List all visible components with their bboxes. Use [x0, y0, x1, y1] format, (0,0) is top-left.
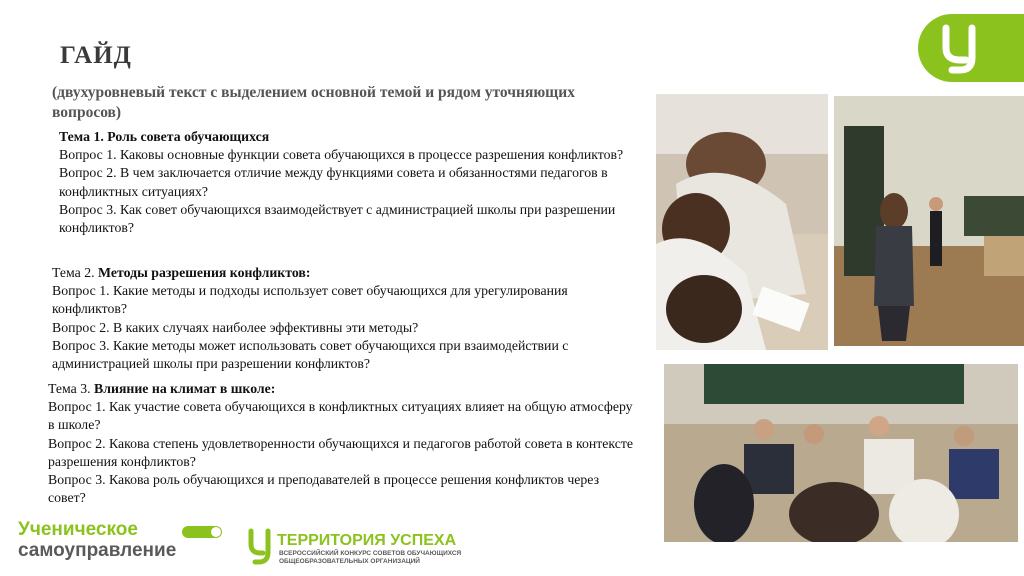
page-title: ГАЙД: [60, 42, 132, 69]
brand-line-2: самоуправление: [18, 540, 177, 561]
topic-heading: [52, 264, 632, 282]
toggle-pill-icon: [182, 526, 222, 538]
question: Вопрос 1. Как участие совета обучающихся в конфликтных ситуациях влияет на общую атмосферу в школе?: [48, 399, 633, 433]
topic-2: [52, 264, 632, 373]
topic-number: Тема 3.: [48, 381, 91, 396]
question: Вопрос 2. Какова степень удовлетворенности обучающихся и педагогов работой совета в контексте разрешения конфликтов?: [48, 435, 634, 469]
topic-number: Тема 2.: [52, 265, 95, 280]
logo-badge: [918, 14, 1024, 82]
brand-line-1: Ученическое: [18, 519, 138, 540]
topic-name: Методы разрешения конфликтов:: [98, 265, 311, 280]
page-subtitle: (двухуровневый текст с выделением основной темой и рядом уточняющих вопросов): [52, 84, 575, 121]
brand-tagline: [279, 550, 461, 565]
brand-student-government: [18, 520, 218, 562]
photo-students-writing: [656, 94, 828, 350]
question: Вопрос 2. В чем заключается отличие между функциями совета и обязанностями педагогов в конфликтных ситуациях?: [59, 165, 608, 199]
u-logo-icon: [940, 24, 984, 74]
topic-heading: [59, 128, 649, 146]
topic-name: Роль совета обучающихся: [107, 129, 270, 144]
brand-name: ТЕРРИТОРИЯ УСПЕХА: [277, 532, 457, 549]
photo-classroom-speaker: [834, 96, 1024, 346]
photo-group-discussion: [664, 364, 1018, 542]
brand-tagline-line-2: ОБЩЕОБРАЗОВАТЕЛЬНЫХ ОРГАНИЗАЦИЙ: [279, 557, 420, 565]
question: Вопрос 2. В каких случаях наиболее эффективны эти методы?: [52, 319, 419, 335]
brand-tagline-line-1: ВСЕРОССИЙСКИЙ КОНКУРС СОВЕТОВ ОБУЧАЮЩИХСЯ: [279, 550, 462, 557]
topic-3: [48, 380, 638, 507]
topic-number: Тема 1.: [59, 129, 104, 144]
u-logo-icon: [247, 528, 273, 566]
question: Вопрос 1. Какие методы и подходы использует совет обучающихся для урегулирования конфликтов?: [52, 283, 568, 317]
topic-1: [59, 128, 649, 237]
question: Вопрос 1. Каковы основные функции совета обучающихся в процессе разрешения конфликтов?: [59, 147, 624, 163]
question: Вопрос 3. Какие методы может использовать совет обучающихся при взаимодействии с администрацией школы при разрешении конфликтов?: [52, 337, 569, 372]
question: Вопрос 3. Какова роль обучающихся и преподавателей в процессе решения конфликтов через совет?: [48, 472, 600, 506]
topic-heading: [48, 380, 638, 398]
topic-name: Влияние на климат в школе:: [94, 381, 276, 396]
question: Вопрос 3. Как совет обучающихся взаимодействует с администрацией школы при разрешении конфликтов?: [59, 201, 616, 236]
